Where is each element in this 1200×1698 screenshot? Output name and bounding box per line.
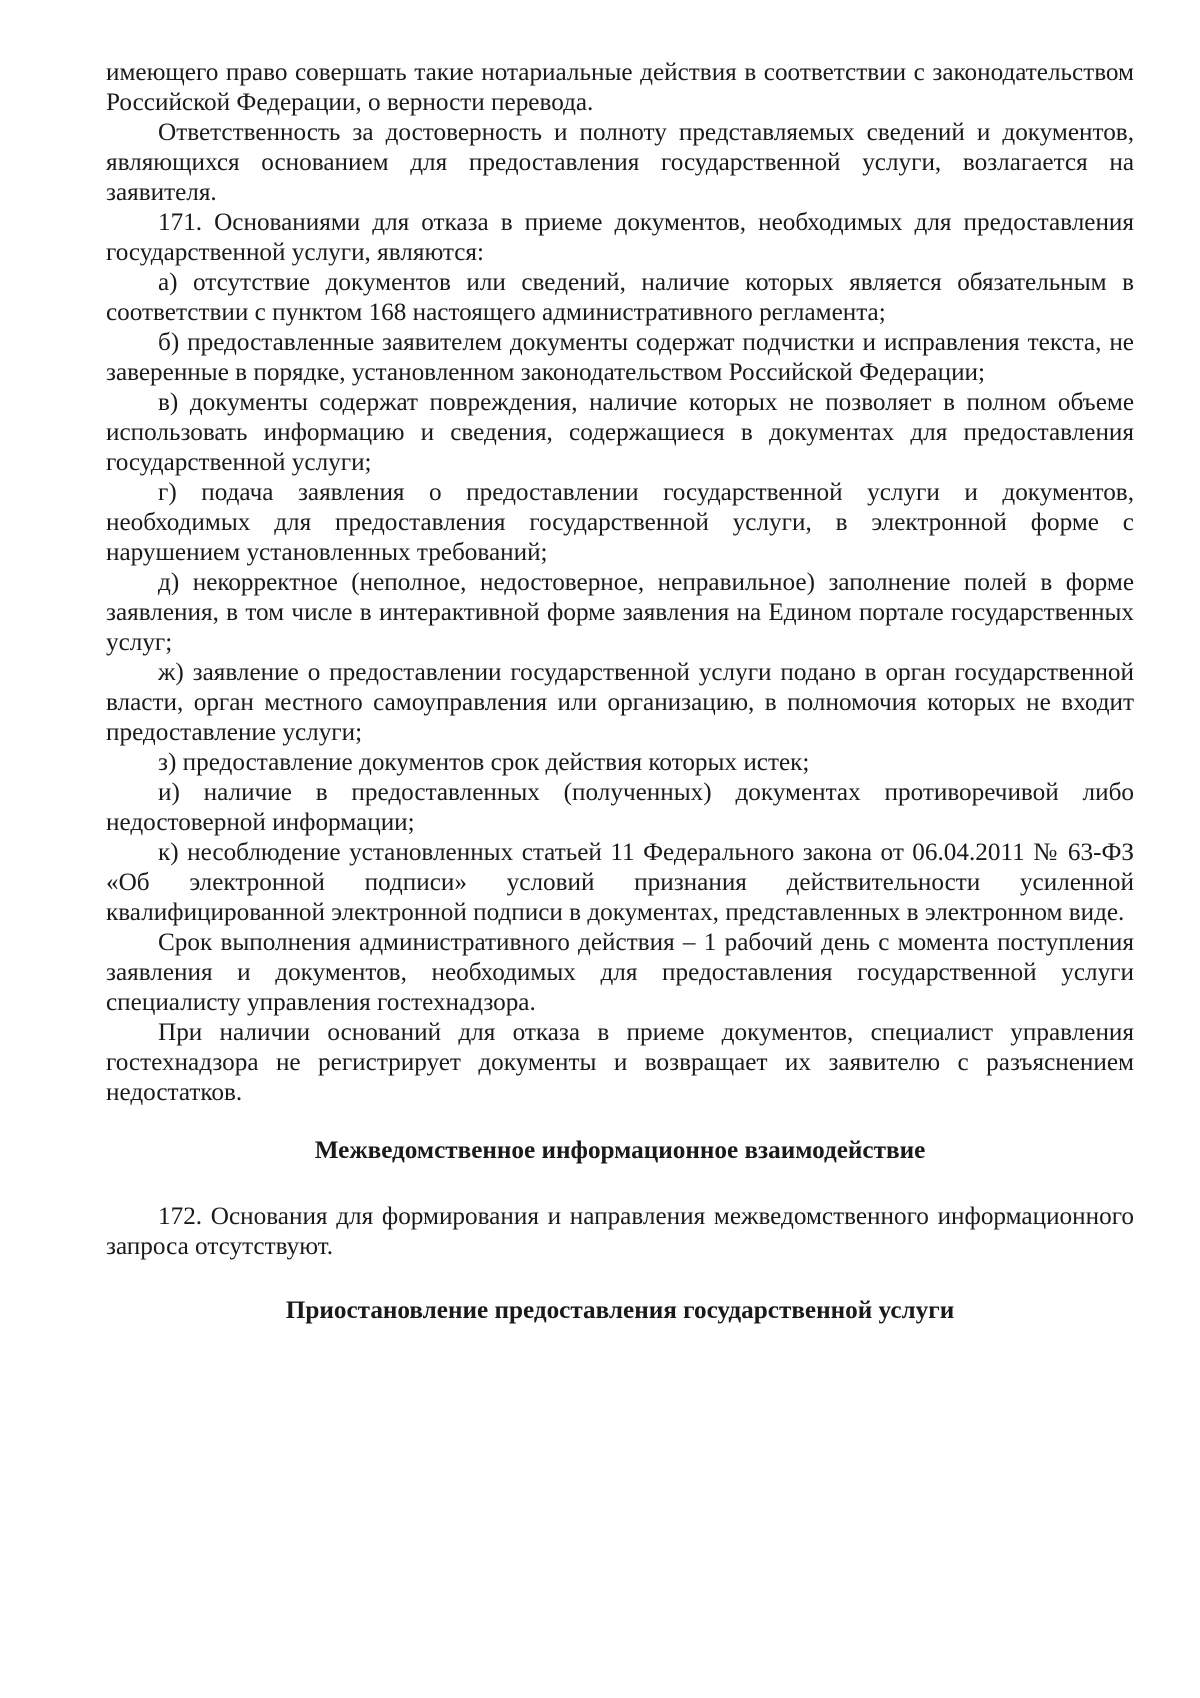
list-item-d: д) некорректное (неполное, недостоверное, неправильное) заполнение полей в форме заявления, в том числе в интерактивной форме заявления на Едином портале государственных услуг; <box>106 569 1134 656</box>
list-item-b: б) предоставленные заявителем документы содержат подчистки и исправления текста, не заверенные в порядке, установленном законодательством Российской Федерации; <box>106 329 1134 386</box>
spacer <box>106 1166 1134 1202</box>
list-item-z: з) предоставление документов срок действия которых истек; <box>158 749 810 776</box>
spacer <box>106 1108 1134 1136</box>
list-item-v: в) документы содержат повреждения, наличие которых не позволяет в полном объеме использовать информацию и сведения, содержащиеся в документах для предоставления государственной услуги; <box>106 389 1134 476</box>
paragraph-deadline: Срок выполнения административного действия – 1 рабочий день с момента поступления заявления и документов, необходимых для предоставления государственной услуги специалисту управления гостехнадзора. <box>106 929 1134 1016</box>
section-heading-suspension: Приостановление предоставления государственной услуги <box>285 1297 955 1324</box>
paragraph-172: 172. Основания для формирования и направления межведомственного информационного запроса отсутствуют. <box>106 1203 1134 1260</box>
paragraph-171: 171. Основаниями для отказа в приеме документов, необходимых для предоставления государственной услуги, являются: <box>106 209 1134 266</box>
section-heading-interagency: Межведомственное информационное взаимодействие <box>314 1137 926 1164</box>
paragraph-refusal: При наличии оснований для отказа в приеме документов, специалист управления гостехнадзора не регистрирует документы и возвращает их заявителю с разъяснением недостатков. <box>106 1019 1134 1106</box>
list-item-g: г) подача заявления о предоставлении государственной услуги и документов, необходимых для предоставления государственной услуги, в электронной форме с нарушением установленных требований; <box>106 479 1134 566</box>
list-item-a: а) отсутствие документов или сведений, наличие которых является обязательным в соответствии с пунктом 168 настоящего административного регламента; <box>106 269 1134 326</box>
spacer <box>106 1262 1134 1296</box>
paragraph-continuation: имеющего право совершать такие нотариальные действия в соответствии с законодательством Российской Федерации, о верности перевода. <box>106 59 1134 116</box>
list-item-zh: ж) заявление о предоставлении государственной услуги подано в орган государственной власти, орган местного самоуправления или организацию, в полномочия которых не входит предоставление услуги; <box>106 659 1134 746</box>
list-item-i: и) наличие в предоставленных (полученных) документах противоречивой либо недостоверной информации; <box>106 779 1134 836</box>
paragraph-responsibility: Ответственность за достоверность и полноту представляемых сведений и документов, являющихся основанием для предоставления государственной услуги, возлагается на заявителя. <box>106 119 1134 206</box>
list-item-k: к) несоблюдение установленных статьей 11 Федерального закона от 06.04.2011 № 63-ФЗ «Об электронной подписи» условий признания действительности усиленной квалифицированной электронной подписи в документах, представленных в электронном виде. <box>106 839 1134 926</box>
